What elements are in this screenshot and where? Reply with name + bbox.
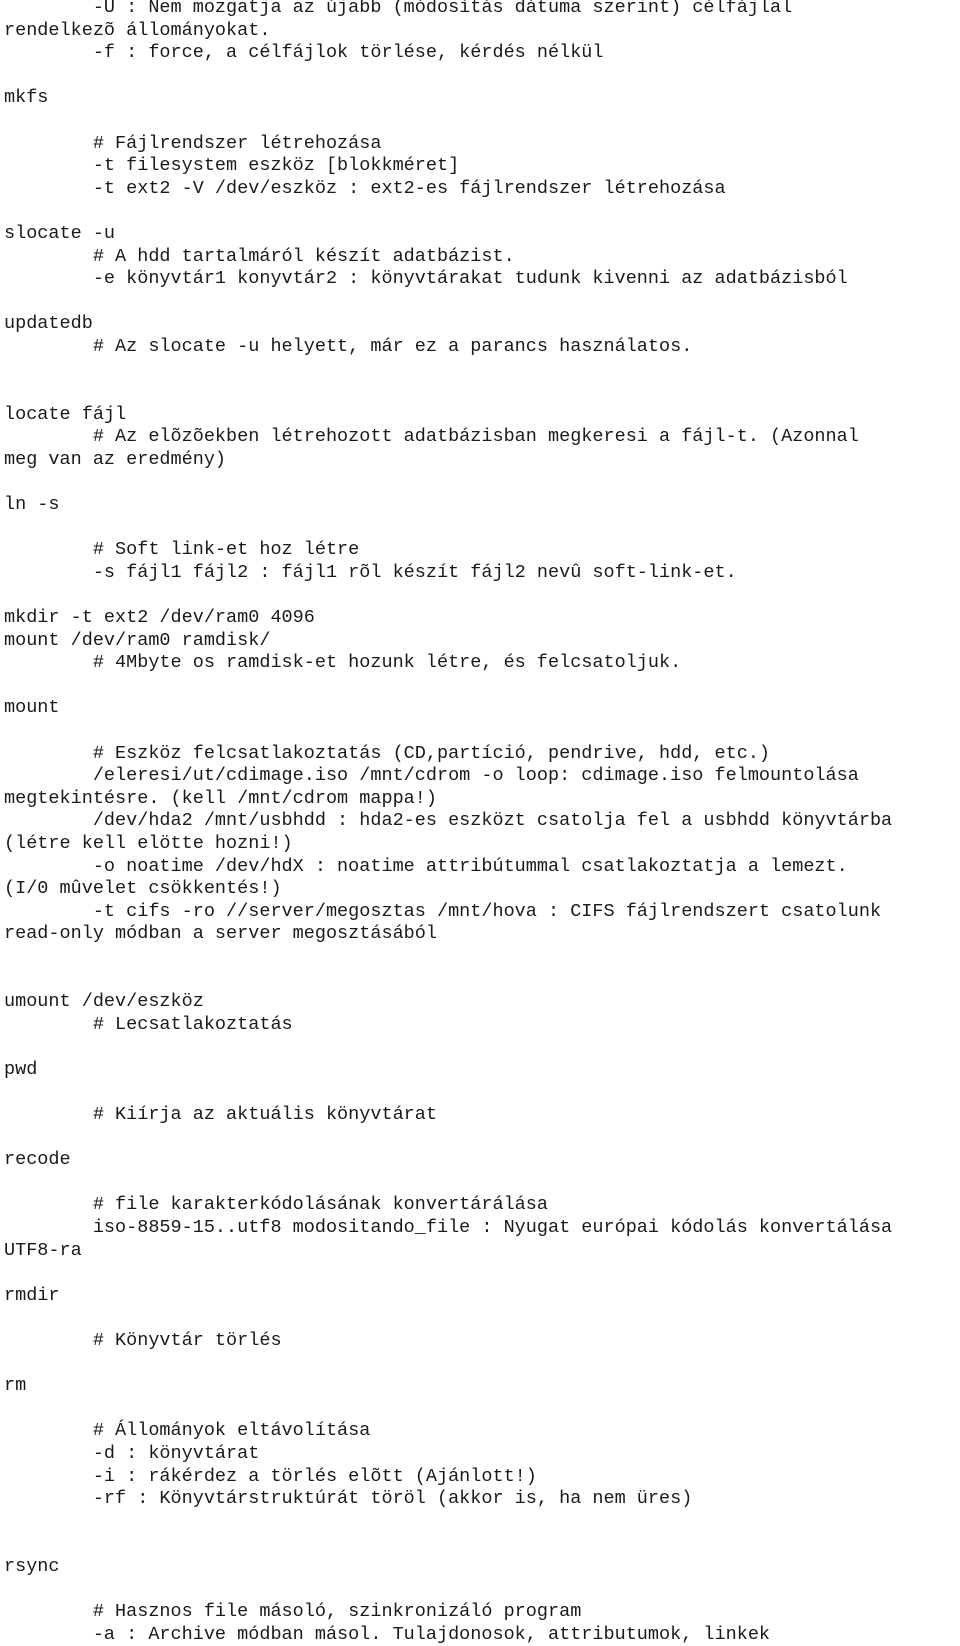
blank-line — [4, 720, 960, 743]
text-line: # Könyvtár törlés — [4, 1330, 282, 1352]
blank-line — [4, 675, 960, 698]
text-line: # Kiírja az aktuális könyvtárat — [4, 1104, 437, 1126]
text-line: # Az elõzõekben létrehozott adatbázisban megkeresi a fájl-t. (Azonnal — [4, 426, 859, 448]
text-line: # file karakterkódolásának konvertárálása — [4, 1194, 548, 1216]
blank-line — [4, 1082, 960, 1105]
blank-line — [4, 1262, 960, 1285]
text-line: ln -s — [4, 494, 60, 516]
text-line: recode — [4, 1149, 71, 1171]
text-line: -rf : Könyvtárstruktúrát töröl (akkor is, ha nem üres) — [4, 1488, 693, 1510]
text-line: -i : rákérdez a törlés elõtt (Ajánlott!) — [4, 1465, 537, 1487]
blank-line — [4, 1533, 960, 1556]
text-line: UTF8-ra — [4, 1239, 82, 1261]
blank-line — [4, 946, 960, 969]
text-line: read-only módban a server megosztásából — [4, 923, 437, 945]
text-line: pwd — [4, 1058, 38, 1080]
text-line: -f : force, a célfájlok törlése, kérdés nélkül — [4, 42, 604, 64]
blank-line — [4, 359, 960, 382]
text-line: rm — [4, 1375, 27, 1397]
text-line: mount — [4, 697, 60, 719]
text-line: -e könyvtár1 konyvtár2 : könyvtárakat tudunk kivenni az adatbázisból — [4, 268, 848, 290]
blank-line — [4, 1398, 960, 1421]
text-line: -d : könyvtárat — [4, 1443, 260, 1464]
text-line: # 4Mbyte os ramdisk-et hozunk létre, és felcsatoljuk. — [4, 652, 682, 674]
text-line: locate fájl — [4, 403, 127, 425]
text-line: /dev/hda2 /mnt/usbhdd : hda2-es eszközt csatolja fel a usbhdd könyvtárba — [4, 810, 893, 832]
blank-line — [4, 969, 960, 992]
text-line: # Fájlrendszer létrehozása — [4, 132, 382, 154]
blank-line — [4, 1353, 960, 1376]
blank-line — [4, 110, 960, 133]
blank-line — [4, 200, 960, 223]
text-line: -a : Archive módban másol. Tulajdonosok, attributumok, linkek — [4, 1623, 771, 1645]
text-line: -t cifs -ro //server/megosztas /mnt/hova : CIFS fájlrendszert csatolunk — [4, 900, 882, 922]
text-line: -U : Nem mozgatja az újabb (módosítás dátuma szerint) célfájlal — [4, 0, 793, 18]
text-line: # Állományok eltávolítása — [4, 1420, 371, 1442]
text-line: mkdir -t ext2 /dev/ram0 4096 — [4, 607, 315, 629]
text-line: slocate -u — [4, 222, 116, 244]
text-line: -s fájl1 fájl2 : fájl1 rõl készít fájl2 nevû soft-link-et. — [4, 561, 737, 583]
text-line: updatedb — [4, 313, 93, 335]
text-line: # Soft link-et hoz létre — [4, 539, 360, 561]
blank-line — [4, 1511, 960, 1534]
text-line: iso-8859-15..utf8 modositando_file : Nyugat európai kódolás konvertálása — [4, 1217, 893, 1239]
text-line: # Eszköz felcsatlakoztatás (CD,partíció, pendrive, hdd, etc.) — [4, 742, 771, 764]
text-line: (I/0 mûvelet csökkentés!) — [4, 878, 282, 900]
blank-line — [4, 584, 960, 607]
blank-line — [4, 1172, 960, 1195]
text-line: (létre kell elötte hozni!) — [4, 832, 293, 854]
text-line: meg van az eredmény) — [4, 448, 227, 470]
text-line: rsync — [4, 1555, 60, 1577]
blank-line — [4, 517, 960, 540]
text-line: -t ext2 -V /dev/eszköz : ext2-es fájlrendszer létrehozása — [4, 177, 726, 199]
text-line: # Az slocate -u helyett, már ez a parancs használatos. — [4, 335, 693, 357]
document-text — [4, 0, 960, 1646]
blank-line — [4, 291, 960, 314]
blank-line — [4, 1307, 960, 1330]
text-line: rmdir — [4, 1284, 60, 1306]
text-line: mkfs — [4, 87, 49, 109]
text-line: # Hasznos file másoló, szinkronizáló program — [4, 1601, 582, 1623]
text-line: -t filesystem eszköz [blokkméret] — [4, 155, 460, 177]
text-line: mount /dev/ram0 ramdisk/ — [4, 629, 271, 651]
text-line: -o noatime /dev/hdX : noatime attribútummal csatlakoztatja a lemezt. — [4, 855, 848, 877]
text-line: umount /dev/eszköz — [4, 991, 204, 1013]
blank-line — [4, 381, 960, 404]
text-line: rendelkezõ állományokat. — [4, 19, 271, 41]
blank-line — [4, 65, 960, 88]
text-line: megtekintésre. (kell /mnt/cdrom mappa!) — [4, 787, 437, 809]
text-line: # Lecsatlakoztatás — [4, 1013, 293, 1035]
blank-line — [4, 471, 960, 494]
text-line: /eleresi/ut/cdimage.iso /mnt/cdrom -o loop: cdimage.iso felmountolása — [4, 765, 859, 787]
blank-line — [4, 1036, 960, 1059]
blank-line — [4, 1127, 960, 1150]
text-line: # A hdd tartalmáról készít adatbázist. — [4, 245, 515, 267]
blank-line — [4, 1579, 960, 1602]
